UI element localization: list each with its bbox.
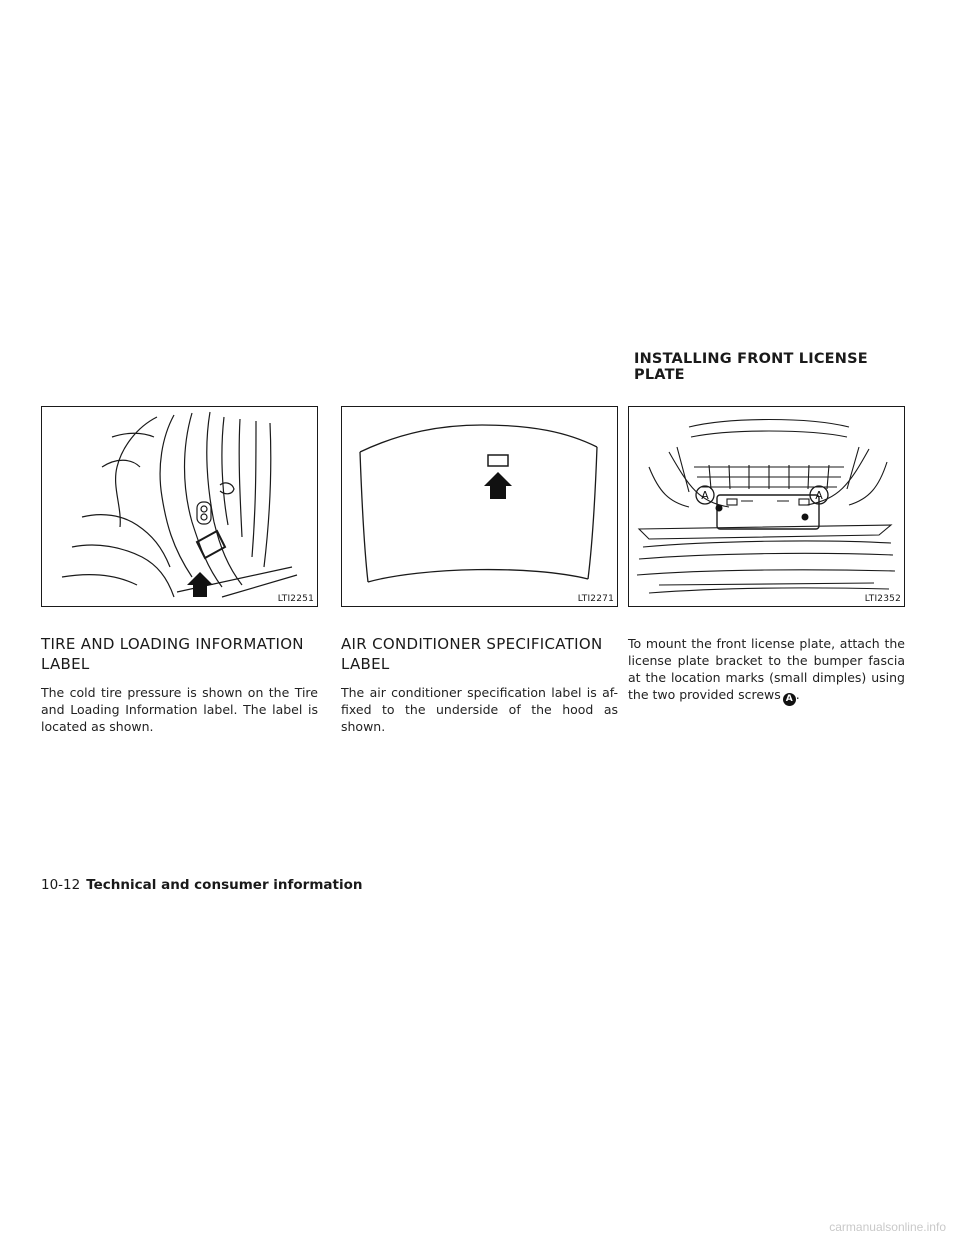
door-jamb-illustration xyxy=(42,407,318,607)
column-body-text: To mount the front license plate, attach the license plate bracket to the bumper fascia at the location marks (small dimples) using the two provided screws xyxy=(628,636,905,702)
callout-letter: A xyxy=(701,489,709,502)
column-license-plate xyxy=(628,635,905,706)
column-body-end: . xyxy=(795,687,800,702)
column-title: TIRE AND LOADING INFORMATION LABEL xyxy=(41,635,304,673)
column-title: AIR CONDITIONER SPECIFICATION LABEL xyxy=(341,635,603,673)
callout-letter: A xyxy=(815,489,823,502)
section-heading: INSTALLING FRONT LICENSE PLATE xyxy=(634,351,868,383)
hood-illustration xyxy=(342,407,618,607)
screw-dimple xyxy=(802,514,809,521)
bumper-illustration xyxy=(629,407,905,607)
column-tire-label xyxy=(41,634,318,735)
callout-badge: A xyxy=(783,693,796,706)
page-number: 10-12 xyxy=(41,877,81,893)
figure-code: LTI2271 xyxy=(577,594,614,604)
screw-dimple xyxy=(716,505,723,512)
column-body: The cold tire pressure is shown on the Tire and Loading Information label. The label is located as shown. xyxy=(41,685,318,734)
chapter-title: Technical and consumer information xyxy=(86,877,363,893)
page-footer xyxy=(41,877,362,893)
arrow-icon xyxy=(484,472,512,499)
column-body: The air conditioner specification label is af-fixed to the underside of the hood as shown. xyxy=(341,685,618,734)
watermark: carmanualsonline.info xyxy=(829,1220,946,1234)
figure-ac-label xyxy=(341,406,618,607)
column-ac-label xyxy=(341,634,618,735)
column-body xyxy=(628,635,905,706)
figure-code: LTI2352 xyxy=(864,594,901,604)
figure-tire-label xyxy=(41,406,318,607)
figure-code: LTI2251 xyxy=(277,594,314,604)
figure-license-plate xyxy=(628,406,905,607)
